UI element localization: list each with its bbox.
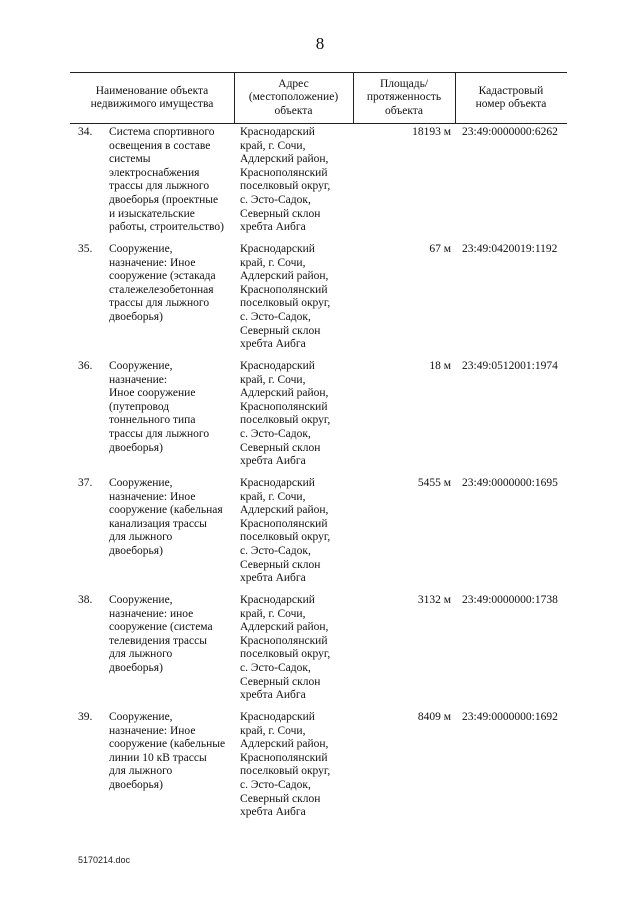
table-row: [0, 243, 640, 360]
header-name-label: Наименование объекта недвижимого имущества: [90, 84, 214, 110]
table-header-bottom-rule: [70, 123, 567, 124]
header-length: [353, 75, 455, 121]
row-length: 3132 м: [417, 594, 451, 606]
row-length: 18 м: [429, 360, 451, 372]
header-cadastral: [455, 75, 567, 121]
footer-filename: 5170214.doc: [78, 855, 131, 865]
row-number: 35.: [78, 243, 93, 255]
row-address: Краснодарский край, г. Сочи, Адлерский район, Краснополянский поселковый округ, с. Эсто-Садок, Северный склон хребта Аибга: [240, 360, 331, 468]
table-row: [0, 360, 640, 477]
table-row: [0, 126, 640, 243]
header-length-label: Площадь/ протяженность объекта: [366, 77, 442, 117]
header-address: [234, 75, 353, 121]
row-address: Краснодарский край, г. Сочи, Адлерский район, Краснополянский поселковый округ, с. Эсто-Садок, Северный склон хребта Аибга: [240, 243, 331, 351]
row-number: 34.: [78, 126, 93, 138]
row-cadastral-number: 23:49:0000000:1695: [462, 477, 558, 489]
row-length: 8409 м: [417, 711, 451, 723]
row-object-name: Сооружение, назначение: Иное сооружение (кабельная канализация трассы для лыжного двоеборья): [109, 477, 223, 557]
row-number: 39.: [78, 711, 93, 723]
page-number: 8: [315, 34, 325, 53]
row-object-name: Сооружение, назначение: Иное сооружение (эстакада сталежелезобетонная трассы для лыжного двоеборья): [109, 243, 216, 323]
table-row: [0, 477, 640, 594]
row-cadastral-number: 23:49:0512001:1974: [462, 360, 558, 372]
row-object-name: Сооружение, назначение: иное сооружение (система телевидения трассы для лыжного двоеборья): [109, 594, 213, 674]
header-address-label: Адрес (местоположение) объекта: [248, 77, 339, 117]
table-row: [0, 594, 640, 711]
table-top-rule: [70, 72, 567, 73]
row-number: 37.: [78, 477, 93, 489]
header-cadastral-label: Кадастровый номер объекта: [475, 84, 547, 110]
row-address: Краснодарский край, г. Сочи, Адлерский район, Краснополянский поселковый округ, с. Эсто-Садок, Северный склон хребта Аибга: [240, 126, 331, 234]
header-name: [70, 75, 234, 121]
row-length: 5455 м: [417, 477, 451, 489]
row-cadastral-number: 23:49:0000000:1692: [462, 711, 558, 723]
row-address: Краснодарский край, г. Сочи, Адлерский район, Краснополянский поселковый округ, с. Эсто-Садок, Северный склон хребта Аибга: [240, 711, 331, 819]
table-body: [0, 126, 640, 828]
row-address: Краснодарский край, г. Сочи, Адлерский район, Краснополянский поселковый округ, с. Эсто-Садок, Северный склон хребта Аибга: [240, 594, 331, 702]
table-row: [0, 711, 640, 828]
row-number: 36.: [78, 360, 93, 372]
row-cadastral-number: 23:49:0420019:1192: [462, 243, 558, 255]
row-cadastral-number: 23:49:0000000:6262: [462, 126, 558, 138]
row-length: 67 м: [429, 243, 451, 255]
row-object-name: Система спортивного освещения в составе системы электроснабжения трассы для лыжного двоеборья (проектные и изыскательские работы, строительство): [109, 126, 224, 234]
row-object-name: Сооружение, назначение: Иное сооружение (кабельные линии 10 кВ трассы для лыжного двоеборья): [109, 711, 226, 791]
row-address: Краснодарский край, г. Сочи, Адлерский район, Краснополянский поселковый округ, с. Эсто-Садок, Северный склон хребта Аибга: [240, 477, 331, 585]
row-object-name: Сооружение, назначение: Иное сооружение (путепровод тоннельного типа трассы для лыжного двоеборья): [109, 360, 210, 454]
row-length: 18193 м: [412, 126, 451, 138]
row-cadastral-number: 23:49:0000000:1738: [462, 594, 558, 606]
row-number: 38.: [78, 594, 93, 606]
